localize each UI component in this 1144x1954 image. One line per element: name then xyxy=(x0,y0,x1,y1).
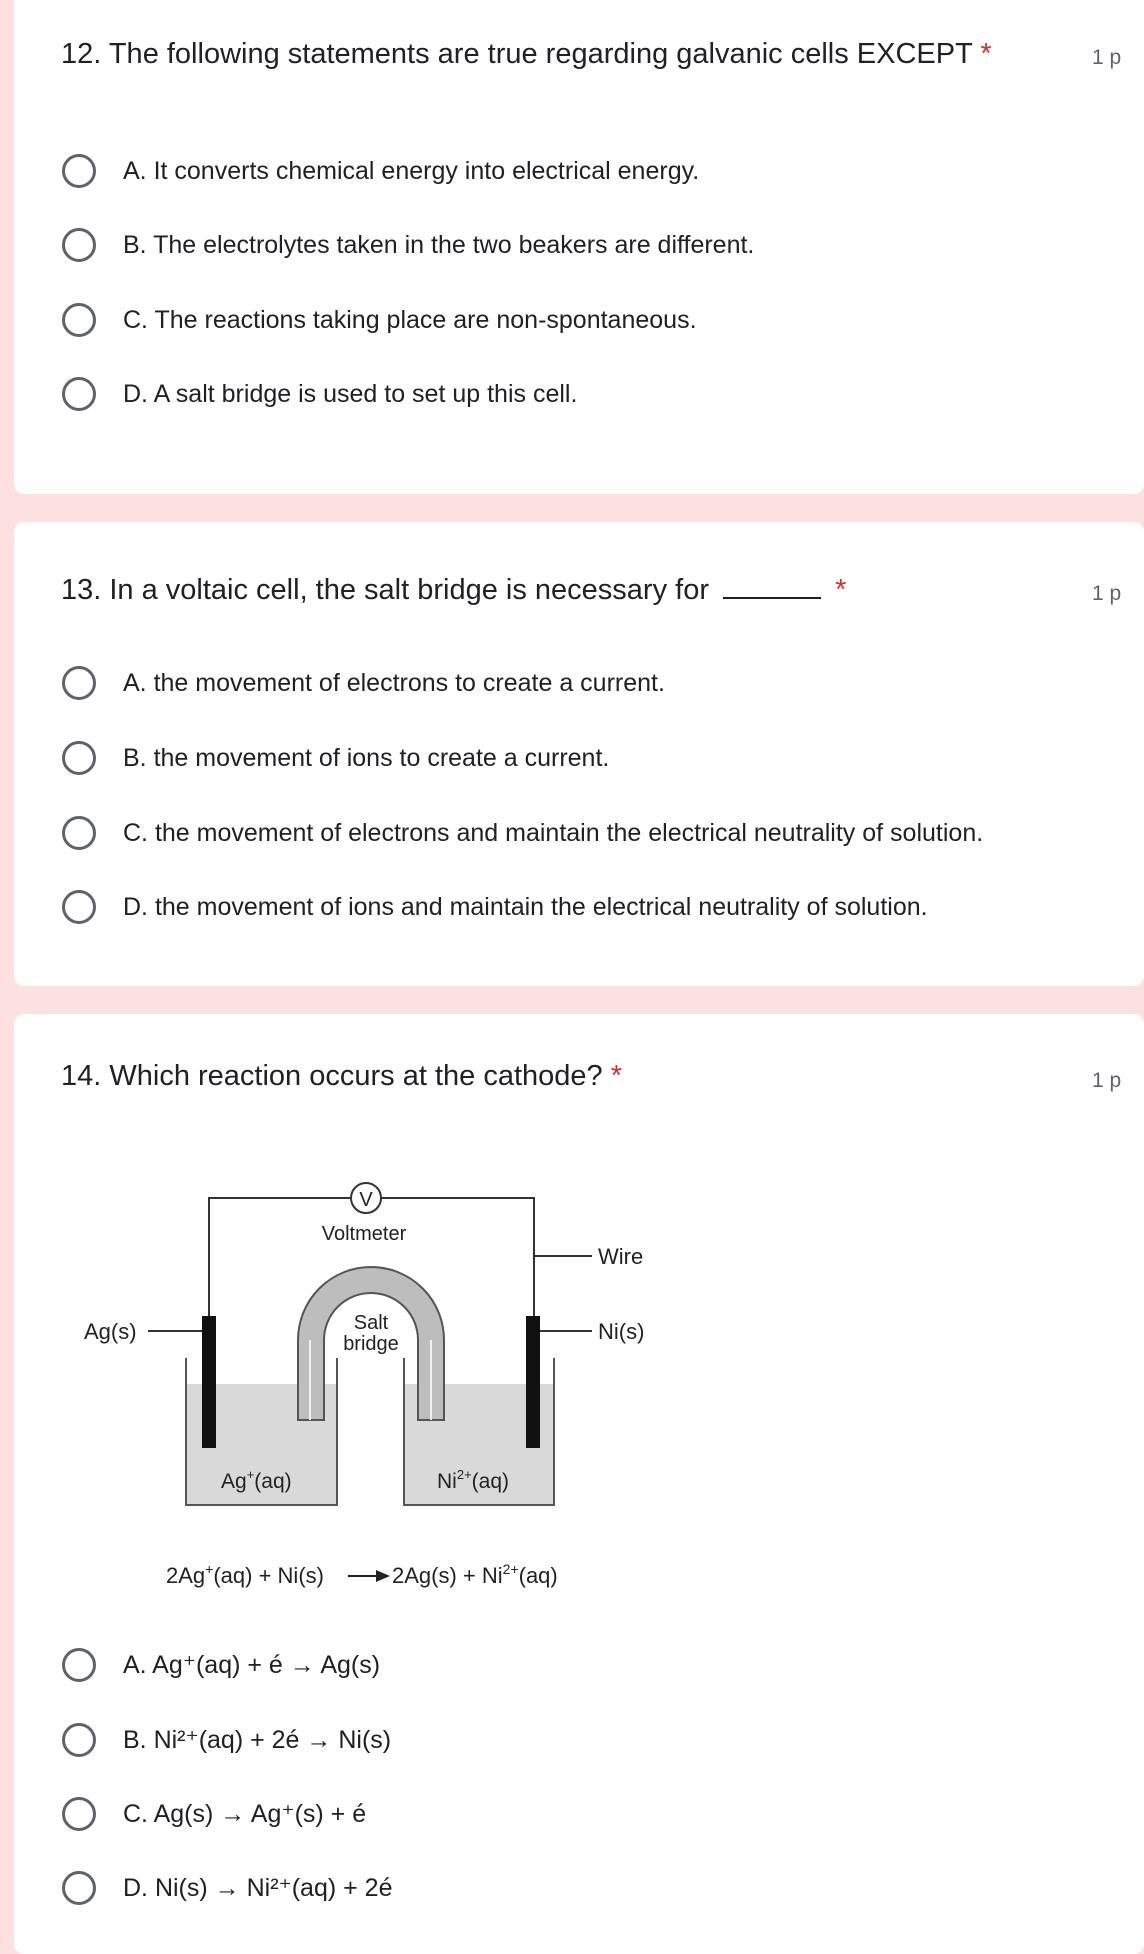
radio-button[interactable] xyxy=(62,154,96,188)
question-title xyxy=(61,572,846,608)
option-c[interactable] xyxy=(62,813,983,853)
question-text: 12. The following statements are true regarding galvanic cells EXCEPT xyxy=(61,38,973,70)
option-label: D. the movement of ions and maintain the electrical neutrality of solution. xyxy=(123,892,928,921)
option-a[interactable] xyxy=(62,1645,380,1685)
radio-button[interactable] xyxy=(62,377,96,411)
salt-bridge-label-line2: bridge xyxy=(343,1333,399,1355)
points-label: 1 p xyxy=(1092,1069,1122,1092)
right-solution-label: $Ni^{2+}(aq)$ xyxy=(437,1467,510,1493)
option-label: D. Ni(s) → Ni²⁺(aq) + 2é xyxy=(123,1874,393,1902)
voltmeter-symbol: V xyxy=(359,1189,373,1211)
option-label: B. the movement of ions to create a current. xyxy=(123,743,610,772)
radio-button[interactable] xyxy=(62,666,96,700)
option-d[interactable] xyxy=(62,1868,392,1908)
option-label: A. the movement of electrons to create a current. xyxy=(123,668,665,697)
option-label: A. It converts chemical energy into electrical energy. xyxy=(123,156,700,185)
radio-button[interactable] xyxy=(62,228,96,262)
option-b[interactable] xyxy=(62,1720,391,1760)
option-b[interactable] xyxy=(62,738,609,778)
option-label: A. Ag⁺(aq) + é → Ag(s) xyxy=(123,1651,381,1679)
option-c[interactable] xyxy=(62,1794,366,1834)
silver-electrode xyxy=(202,1316,216,1448)
radio-button[interactable] xyxy=(62,1797,96,1831)
left-electrode-label: Ag(s) xyxy=(84,1319,137,1344)
nickel-electrode xyxy=(526,1316,540,1448)
question-title xyxy=(61,36,992,72)
points-label: 1 p xyxy=(1092,582,1122,605)
option-label: C. the movement of electrons and maintain the electrical neutrality of solution. xyxy=(123,818,984,847)
option-d[interactable] xyxy=(62,374,577,414)
option-a[interactable] xyxy=(62,151,699,191)
option-label: C. Ag(s) → Ag⁺(s) + é xyxy=(123,1800,367,1828)
salt-bridge-label-line1: Salt xyxy=(353,1312,389,1334)
option-b[interactable] xyxy=(62,225,754,265)
radio-button[interactable] xyxy=(62,1871,96,1905)
wire xyxy=(209,1198,534,1316)
radio-button[interactable] xyxy=(62,1723,96,1757)
reaction-products: $2Ag(s) + Ni^{2+}(aq)$ xyxy=(392,1561,558,1588)
option-a[interactable] xyxy=(62,663,665,703)
required-asterisk: * xyxy=(980,38,992,70)
points-label: 1 p xyxy=(1092,46,1122,69)
question-card-13 xyxy=(14,522,1144,986)
option-label: B. The electrolytes taken in the two beakers are different. xyxy=(123,230,755,259)
option-c[interactable] xyxy=(62,300,697,340)
radio-button[interactable] xyxy=(62,890,96,924)
reaction-equation: 2Ag+(aq) + Ni(s) xyxy=(166,1561,324,1588)
radio-button[interactable] xyxy=(62,741,96,775)
required-asterisk: * xyxy=(610,1060,622,1092)
option-d[interactable] xyxy=(62,887,928,927)
wire-label: Wire xyxy=(598,1244,644,1269)
galvanic-cell-diagram xyxy=(14,1014,654,1614)
option-label: B. Ni²⁺(aq) + 2é → Ni(s) xyxy=(123,1726,392,1754)
question-text: 13. In a voltaic cell, the salt bridge is necessary for xyxy=(61,574,709,606)
radio-button[interactable] xyxy=(62,303,96,337)
option-label: D. A salt bridge is used to set up this cell. xyxy=(123,379,578,408)
question-text: 14. Which reaction occurs at the cathode? xyxy=(61,1060,603,1092)
option-label: C. The reactions taking place are non-spontaneous. xyxy=(123,305,697,334)
radio-button[interactable] xyxy=(62,816,96,850)
required-asterisk: * xyxy=(835,574,847,606)
voltmeter-label: Voltmeter xyxy=(321,1223,407,1245)
question-card-12 xyxy=(14,0,1144,494)
left-solution-label: Ag+(aq) xyxy=(221,1467,292,1493)
right-electrode-label: Ni(s) xyxy=(598,1319,645,1344)
radio-button[interactable] xyxy=(62,1648,96,1682)
answer-blank xyxy=(723,575,821,599)
question-card-14 xyxy=(14,1014,1144,1954)
